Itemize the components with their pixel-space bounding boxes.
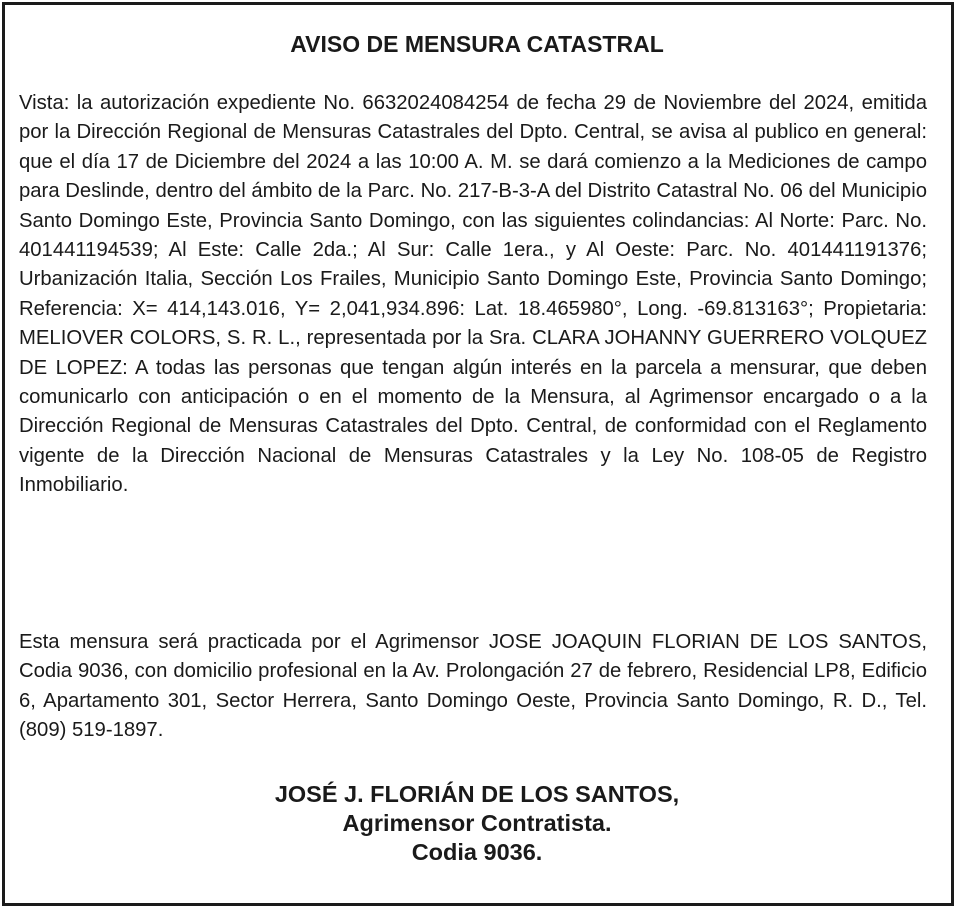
- signature-codia: Codia 9036.: [411, 839, 543, 865]
- signature-name: JOSÉ J. FLORIÁN DE LOS SANTOS,: [274, 781, 680, 807]
- notice-paragraph-authorization: Vista: la autorización expediente No. 6632024084254 de fecha 29 de Noviembre del 2024, emitida por la Dirección Regional de Mensuras Catastrales del Dpto. Central, se avisa al publico en general: que el día 17 de Diciembre del 2024 a las 10:00 A. M. se dará comienzo a la Mediciones de campo para Deslinde, dentro del ámbito de la Parc. No. 217-B-3-A del Distrito Catastral No. 06 del Municipio Santo Domingo Este, Provincia Santo Domingo, con las siguientes colindancias: Al Norte: Parc. No. 401441194539; Al Este: Calle 2da.; Al Sur: Calle 1era., y Al Oeste: Parc. No. 401441191376; Urbanización Italia, Sección Los Frailes, Municipio Santo Domingo Este, Provincia Santo Domingo; Referencia: X= 414,143.016, Y= 2,041,934.896: Lat. 18.465980°, Long. -69.813163°; Propietaria: MELIOVER COLORS, S. R. L., representada por la Sra. CLARA JOHANNY GUERRERO VOLQUEZ DE LOPEZ: A todas las personas que tengan algún interés en la parcela a mensurar, que deben comunicarlo con anticipación o en el momento de la Mensura, al Agrimensor encargado o a la Dirección Regional de Mensuras Catastrales del Dpto. Central, de conformidad con el Reglamento vigente de la Dirección Nacional de Mensuras Catastrales y la Ley No. 108-05 de Registro Inmobiliario.: [19, 92, 927, 497]
- notice-paragraph-surveyor: Esta mensura será practicada por el Agrimensor JOSE JOAQUIN FLORIAN DE LOS SANTOS, Codia 9036, con domicilio profesional en la Av. Prolongación 27 de febrero, Residencial LP8, Edificio 6, Apartamento 301, Sector Herrera, Santo Domingo Oeste, Provincia Santo Domingo, R. D., Tel. (809) 519-1897.: [19, 631, 927, 742]
- notice-title: AVISO DE MENSURA CATASTRAL: [290, 31, 664, 57]
- signature-role: Agrimensor Contratista.: [342, 810, 612, 836]
- signature-block: [0, 780, 954, 867]
